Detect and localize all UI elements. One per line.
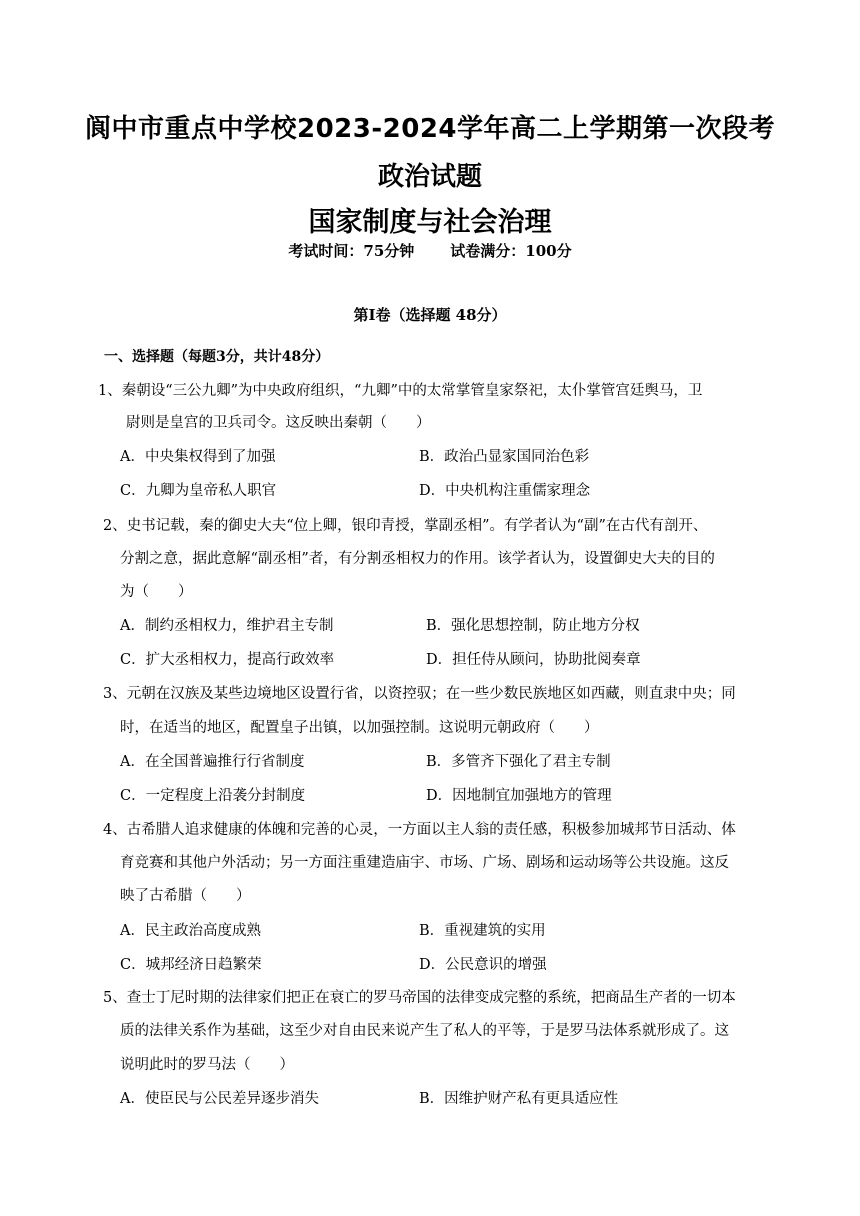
option-c: C．城邦经济日趋繁荣 [120,957,262,973]
question-text: 映了古希腊（ ） [120,888,251,904]
question-text: 为（ ） [120,584,193,600]
option-a: A．中央集权得到了加强 [120,449,276,465]
exam-title: 阆中市重点中学校2023-2024学年高二上学期第一次段考 [84,114,776,144]
option-b: B．政治凸显家国同治色彩 [419,449,590,465]
option-d: D．中央机构注重儒家理念 [419,483,591,499]
section-heading: 第Ⅰ卷（选择题 48分） [353,306,507,324]
question-text: 3、元朝在汉族及某些边境地区设置行省，以资控驭；在一些少数民族地区如西藏，则直隶中央；同 [103,686,736,702]
option-c: C．九卿为皇帝私人职官 [120,483,277,499]
option-c: C．一定程度上沿袭分封制度 [120,788,306,804]
part-heading: 一、选择题（每题3分，共计48分） [104,349,330,365]
exam-subject: 政治试题 [377,162,482,192]
question-text: 5、查士丁尼时期的法律家们把正在衰亡的罗马帝国的法律变成完整的系统，把商品生产者的一切本 [103,990,736,1006]
option-b: B．强化思想控制，防止地方分权 [426,618,640,634]
option-d: D．担任侍从顾问，协助批阅奏章 [426,652,641,668]
option-d: D．公民意识的增强 [419,957,547,973]
option-b: B．因维护财产私有更具适应性 [419,1091,619,1107]
question-text: 说明此时的罗马法（ ） [120,1057,294,1073]
question-text: 4、古希腊人追求健康的体魄和完善的心灵，一方面以主人翁的责任感，积极参加城邦节日活动、体 [103,822,736,838]
question-text: 尉则是皇宫的卫兵司令。这反映出秦朝（ ） [126,415,431,431]
option-a: A．民主政治高度成熟 [120,923,261,939]
option-b: B．重视建筑的实用 [419,923,546,939]
question-text: 2、史书记载，秦的御史大夫“位上卿，银印青授，掌副丞相”。有学者认为“副”在古代有剖开、 [103,518,708,534]
option-d: D．因地制宜加强地方的管理 [426,788,612,804]
option-a: A．使臣民与公民差异逐步消失 [120,1091,319,1107]
question-text: 质的法律关系作为基础，这至少对自由民来说产生了私人的平等，于是罗马法体系就形成了。这 [120,1023,729,1039]
question-text: 时，在适当的地区，配置皇子出镇，以加强控制。这说明元朝政府（ ） [120,720,599,736]
option-a: A．制约丞相权力，维护君主专制 [120,618,334,634]
exam-topic: 国家制度与社会治理 [308,207,552,238]
exam-time: 考试时间：75分钟 [288,242,415,260]
question-text: 育竞赛和其他户外活动；另一方面注重建造庙宇、市场、广场、剧场和运动场等公共设施。这反 [120,855,729,871]
full-score: 试卷满分：100分 [450,242,572,260]
option-c: C．扩大丞相权力，提高行政效率 [120,652,335,668]
option-a: A．在全国普遍推行行省制度 [120,754,305,770]
exam-info [0,240,860,261]
question-text: 1、秦朝设“三公九卿”为中央政府组织，“九卿”中的太常掌管皇家祭祀，太仆掌管宫廷舆马，卫 [98,383,703,399]
option-b: B．多管齐下强化了君主专制 [426,754,611,770]
question-text: 分割之意，据此意解“副丞相”者，有分割丞相权力的作用。该学者认为，设置御史大夫的目的 [120,551,715,567]
